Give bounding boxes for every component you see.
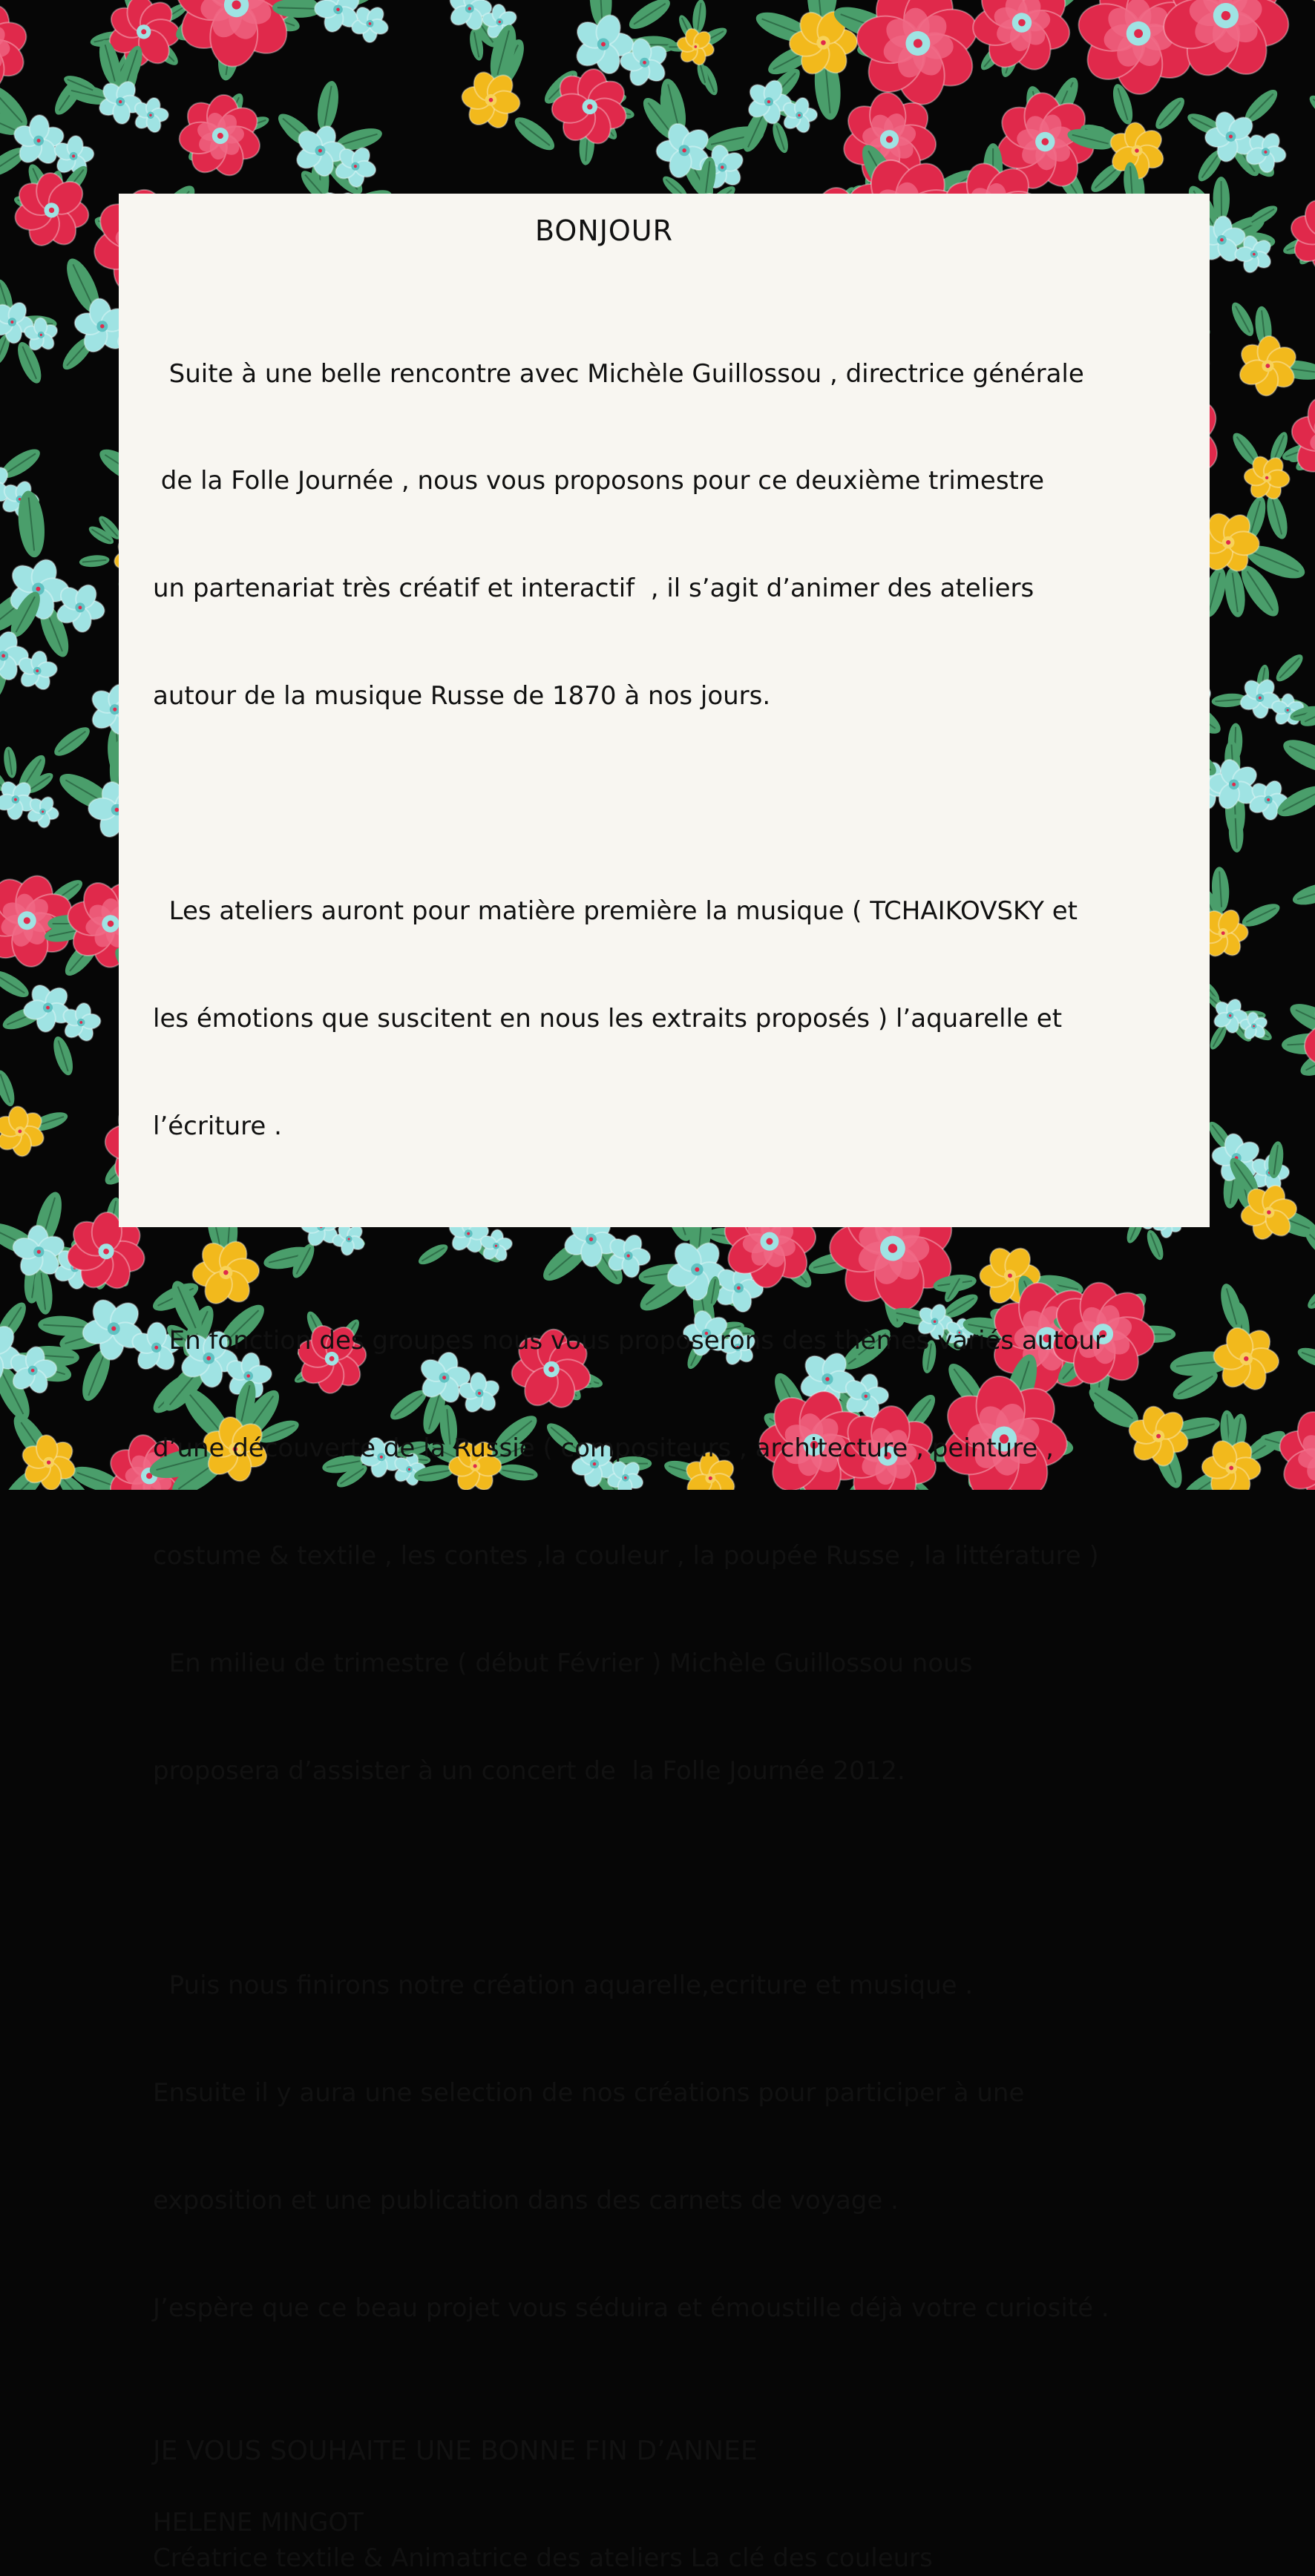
leaf-shape xyxy=(625,0,675,34)
text-line: proposera d’assister à un concert de la Folle Journée 2012. xyxy=(153,1753,1210,1789)
text-line: l’écriture . xyxy=(153,1108,1210,1144)
text-line: En milieu de trimestre ( début Février ) Michèle Guillossou nous xyxy=(153,1646,1210,1681)
text-line: Suite à une belle rencontre avec Michèle Guillossou , directrice générale xyxy=(153,356,1210,392)
text-line: de la Folle Journée , nous vous proposons pour ce deuxième trimestre xyxy=(153,463,1210,499)
flower-shape xyxy=(160,76,282,197)
leaf-shape xyxy=(1295,1344,1315,1372)
leaf-shape xyxy=(1304,1280,1315,1312)
letter-card xyxy=(119,194,1210,1227)
leaf-shape xyxy=(0,966,33,1002)
leaf-shape xyxy=(0,1068,18,1108)
letter-title: BONJOUR xyxy=(153,213,1055,249)
flower-shape xyxy=(673,23,718,70)
leaf-shape xyxy=(1313,1119,1315,1152)
text-line: Puis nous finirons notre création aquarelle,ecriture et musique . xyxy=(153,1968,1210,2003)
text-line: exposition et une publication dans des carnets de voyage . xyxy=(153,2183,1210,2218)
text-line: J’espère que ce beau projet vous séduira et émoustille déjà votre curiosité . xyxy=(153,2290,1210,2326)
text-line: les émotions que suscitent en nous les extraits proposés ) l’aquarelle et xyxy=(153,1001,1210,1036)
flower-shape xyxy=(1305,0,1315,19)
flower-shape xyxy=(1272,180,1315,289)
closing-line: JE VOUS SOUHAITE UNE BONNE FIN D’ANNEE xyxy=(153,2434,1210,2469)
text-line: d’une découverte de la Russie ( compositeurs , architecture , peinture , xyxy=(153,1430,1210,1466)
paragraph-1 xyxy=(153,284,1210,786)
signature-role: Créatrice textile & Animatrice des ateliers La clé des couleurs xyxy=(153,2540,1210,2576)
leaf-shape xyxy=(1291,878,1315,909)
text-line: autour de la musique Russe de 1870 à nos jours. xyxy=(153,678,1210,714)
text-line: Les ateliers auront pour matière première la musique ( TCHAIKOVSKY et xyxy=(153,893,1210,929)
paragraph-3 xyxy=(153,1251,1210,1860)
text-line: En fonction des groupes nous vous proposerons des thèmes variés autour xyxy=(153,1323,1210,1358)
paragraph-4 xyxy=(153,1896,1210,2397)
text-line: Ensuite il y aura une selection de nos créations pour participer à une xyxy=(153,2075,1210,2111)
text-line: un partenariat très créatif et interactif , il s’agit d’animer des ateliers xyxy=(153,571,1210,606)
text-line: costume & textile , les contes ,la couleur , la poupée Russe , la littérature ) xyxy=(153,1538,1210,1574)
paragraph-2 xyxy=(153,821,1210,1215)
signature-name: HELENE MINGOT xyxy=(153,2505,1210,2540)
signature xyxy=(153,2505,1210,2576)
flower-shape xyxy=(0,1095,56,1167)
flower-shape xyxy=(350,4,390,43)
leaf-shape xyxy=(1306,91,1315,125)
